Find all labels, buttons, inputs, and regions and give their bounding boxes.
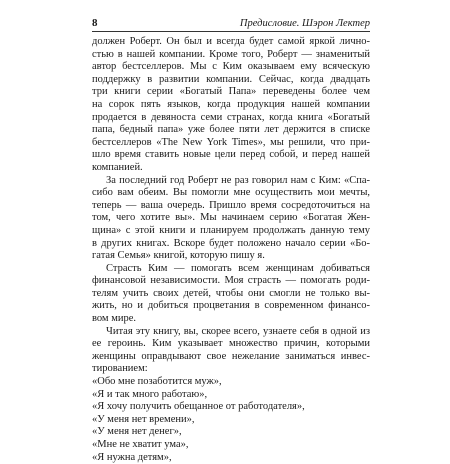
text-line: автор бестселлеров. Мы с Ким оказываем ему всяческую bbox=[92, 61, 370, 73]
text-line: За последний год Роберт не раз говорил нам с Ким: «Спа- bbox=[106, 174, 370, 186]
text-line: гатая Семья» книгой, которую пишу я. bbox=[92, 250, 265, 262]
page-header bbox=[92, 17, 370, 32]
list-item: «Я хочу получить обещанное от работодателя», bbox=[92, 401, 305, 413]
text-line: вом мире. bbox=[92, 313, 137, 325]
page-number: 8 bbox=[92, 17, 98, 29]
text-line: бестселлеров «The New York Times», мы решили, что при- bbox=[92, 136, 370, 148]
paragraph bbox=[92, 326, 370, 376]
paragraph bbox=[92, 263, 370, 326]
list-item: «Я и так много работаю», bbox=[92, 388, 208, 400]
text-line: финансовой независимости. Моя страсть — помогать роди- bbox=[92, 275, 370, 287]
text-line: продается в девяноста семи странах, когда книга «Богатый bbox=[92, 111, 370, 123]
list-item: «Обо мне позаботится муж», bbox=[92, 376, 222, 388]
text-line: ее героинь. Ким указывает множество причин, которыми bbox=[92, 338, 370, 350]
paragraph bbox=[92, 175, 370, 263]
text-line: жить, но и добиться процветания в современном финансо- bbox=[92, 300, 370, 312]
excuse-list bbox=[92, 376, 370, 464]
text-line: тированием: bbox=[92, 363, 148, 375]
text-line: три книги серии «Богатый Папа» переведены более чем bbox=[92, 86, 370, 98]
list-item: «Я нужна детям», bbox=[92, 451, 172, 463]
text-line: компанией. bbox=[92, 161, 143, 173]
text-line: в других книгах. Вскоре будет положено начало серии «Бо- bbox=[92, 237, 370, 249]
page-body bbox=[92, 36, 370, 464]
text-line: должен Роберт. Он был и всегда будет самой яркой личнo- bbox=[92, 36, 370, 47]
text-line: сибо вам обеим. Вы помогли мне осуществить мои мечты, bbox=[92, 187, 370, 199]
running-title: Предисловие. Шэрон Лектер bbox=[239, 18, 370, 29]
text-line: поддержку в развитии компании. Сейчас, когда двадцать bbox=[92, 73, 370, 85]
list-item: «Мне не хватит ума», bbox=[92, 439, 189, 450]
text-line: на сорок пять языков, когда продукция нашей компании bbox=[92, 98, 370, 110]
list-item: «У меня нет времени», bbox=[92, 413, 195, 425]
text-line: Читая эту книгу, вы, скорее всего, узнаете себя в одной из bbox=[106, 325, 370, 337]
text-line: теперь — ваша очередь. Пришло время сосредоточиться на bbox=[92, 199, 370, 211]
text-line: том, чего хотите вы». Мы начинаем серию «Богатая Жен- bbox=[92, 212, 370, 224]
text-line: щина» с этой книги и планируем продолжать данную тему bbox=[92, 224, 370, 236]
text-line: женщины оправдывают свое нежелание заниматься инвес- bbox=[92, 350, 370, 362]
text-line: стью в нашей компании. Кроме того, Роберт — знаменитый bbox=[92, 48, 370, 60]
list-item: «У меня нет денег», bbox=[92, 426, 182, 438]
text-line: телям учить своих детей, чтобы они смогли не только вы- bbox=[92, 287, 370, 299]
text-line: Страсть Ким — помогать всем женщинам добиваться bbox=[106, 262, 370, 274]
text-line: шло время ставить новые цели перед собой, и перед нашей bbox=[92, 149, 370, 161]
text-line: папа, бедный папа» уже более пяти лет держится в списке bbox=[92, 124, 370, 136]
paragraph bbox=[92, 36, 370, 175]
